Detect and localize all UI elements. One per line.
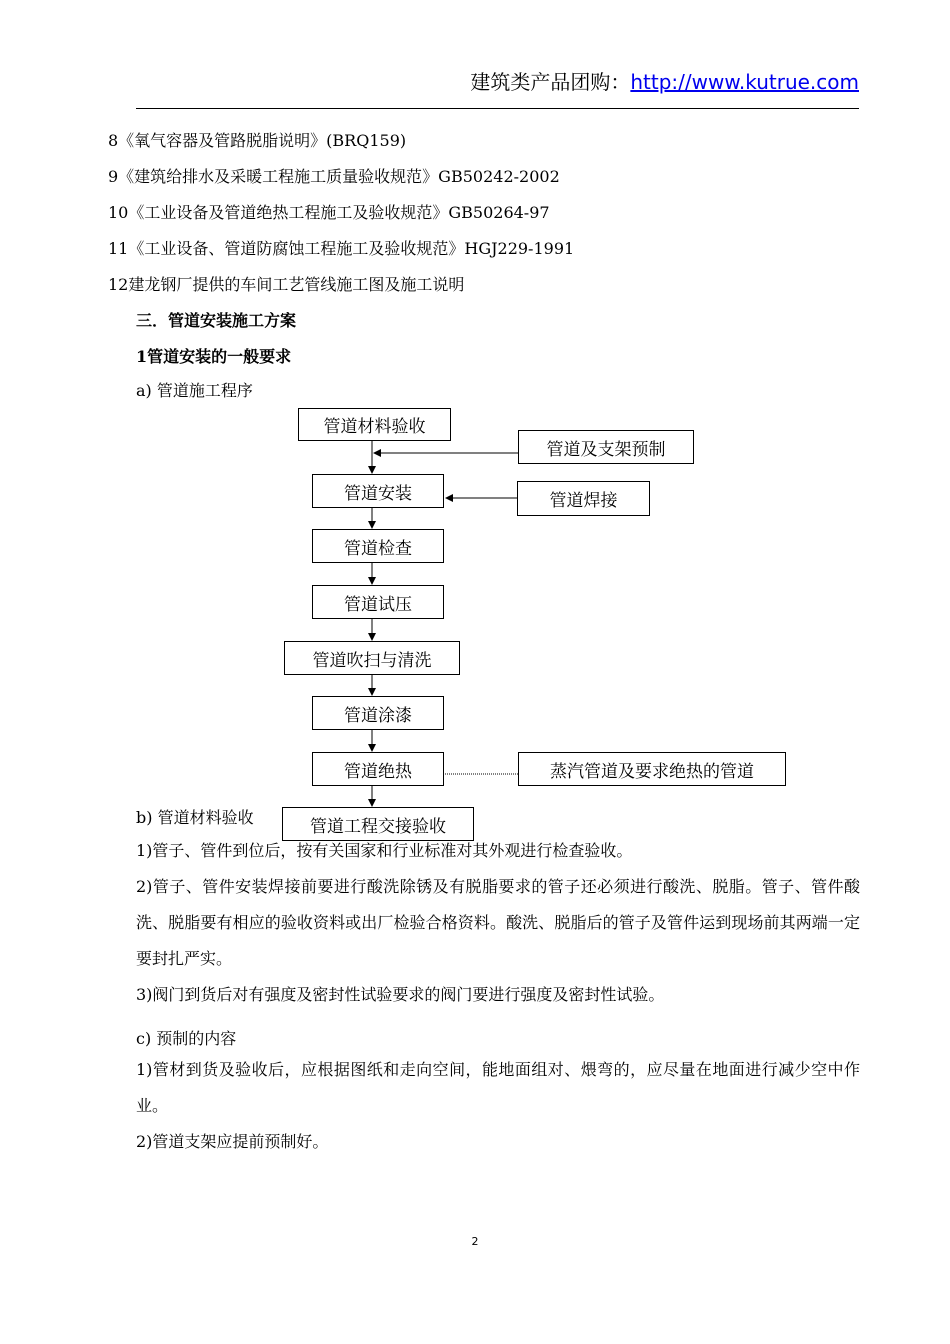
reference-item: 9《建筑给排水及采暖工程施工质量验收规范》GB50242-2002: [108, 167, 560, 186]
section-title: 三．管道安装施工方案: [136, 311, 297, 330]
paragraph: 2)管子、管件安装焊接前要进行酸洗除锈及有脱脂要求的管子还必须进行酸洗、脱脂。管子、管件酸洗、脱脂要有相应的验收资料或出厂检验合格资料。酸洗、脱脂后的管子及管件运到现场前其两端一定要封扎严实。: [136, 877, 860, 968]
page-number: 2: [471, 1235, 479, 1248]
item-c-heading: c) 预制的内容: [136, 1029, 237, 1048]
flow-step: 管道吹扫与清洗: [284, 641, 460, 675]
flow-step: 管道绝热: [312, 752, 444, 786]
flow-step: 管道材料验收: [298, 408, 451, 441]
flow-step: 管道检查: [312, 529, 444, 563]
paragraph: 1)管材到货及验收后，应根据图纸和走向空间，能地面组对、煨弯的，应尽量在地面进行减少空中作业。: [136, 1060, 860, 1115]
flow-side-box: 蒸汽管道及要求绝热的管道: [518, 752, 786, 786]
reference-item: 10《工业设备及管道绝热工程施工及验收规范》GB50264-97: [108, 203, 550, 222]
paragraph: 3)阀门到货后对有强度及密封性试验要求的阀门要进行强度及密封性试验。: [136, 985, 665, 1004]
flow-step: 管道试压: [312, 585, 444, 619]
flow-step: 管道工程交接验收: [282, 807, 474, 841]
subsection-title: 1管道安装的一般要求: [136, 347, 292, 366]
reference-item: 12建龙钢厂提供的车间工艺管线施工图及施工说明: [108, 275, 465, 294]
item-a-heading: a) 管道施工程序: [136, 381, 253, 400]
item-b-heading: b) 管道材料验收: [136, 808, 254, 827]
paragraph: 2)管道支架应提前预制好。: [136, 1132, 329, 1151]
header-link[interactable]: http://www.kutrue.com: [630, 70, 859, 94]
header-label: 建筑类产品团购：: [470, 70, 631, 94]
paragraph: 1)管子、管件到位后，按有关国家和行业标准对其外观进行检查验收。: [136, 841, 633, 860]
flow-side-box: 管道及支架预制: [518, 430, 694, 464]
flow-side-box: 管道焊接: [517, 481, 650, 516]
flow-step: 管道安装: [312, 474, 444, 508]
reference-item: 11《工业设备、管道防腐蚀工程施工及验收规范》HGJ229-1991: [108, 239, 575, 258]
reference-item: 8《氧气容器及管路脱脂说明》(BRQ159): [108, 131, 407, 150]
flow-step: 管道涂漆: [312, 696, 444, 730]
